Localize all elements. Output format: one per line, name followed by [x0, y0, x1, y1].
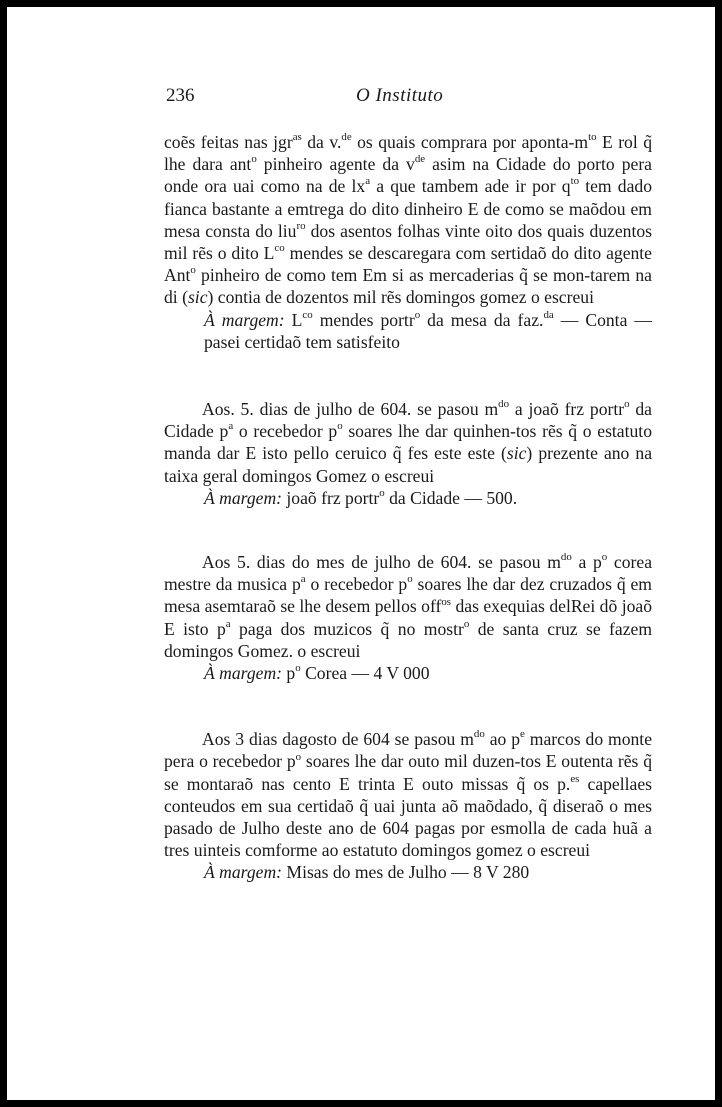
page-header: [166, 85, 651, 111]
margin-label: À margem:: [204, 862, 283, 883]
margin-label: À margem:: [204, 487, 283, 508]
margin-note: [164, 861, 652, 883]
margin-note: [164, 487, 652, 509]
entry-text: Aos. 5. dias de julho de 604. se pasou $m^{do}$ a joaõ frz portr$^o$ da Cidade $p^a$ o recebedor $p^o$ soares lhe dar quinhen-tos rẽs q̃ o estatuto manda dar E isto pello ceruico q̃ fes este este (sic) prezente ano na taixa geral domingos Gomez o escreui: [164, 398, 652, 486]
margin-label: À margem:: [204, 309, 285, 330]
entry-text: Aos 5. dias do mes de julho de 604. se pasou $m^{do}$ a $p^o$ corea mestre da musica $p^a$ o recebedor $p^o$ soares lhe dar dez cruzados q̃ em mesa asemtaraõ se lhe desem pellos off$^{os}$ das exequias delRei dõ joaõ E isto $p^a$ paga dos muzicos q̃ no mostr$^o$ de santa cruz se fazem domingos Gomez. o escreui: [164, 551, 653, 661]
margin-note: [164, 309, 652, 353]
page-number: 236: [166, 85, 195, 106]
margin-text: $p^o$ Corea — 4 V 000: [286, 662, 430, 684]
margin-text: $L^{co}$ mendes portr$^o$ da mesa da faz.$^{da}$ — Conta — pasei certidaõ tem satisfeito: [204, 308, 652, 352]
entry-3: [164, 551, 652, 684]
document-body: [164, 131, 652, 884]
running-title: O Instituto: [356, 85, 444, 106]
entry-text: coẽs feitas nas jgr$^{as}$ da v.$^{de}$ os quais comprara por aponta-$m^{to}$ E rol q̃ lhe dara ant$^o$ pinheiro agente da $v^{de}$ asim na Cidade do porto pera onde ora uai como na de $lx^a$ a que tambem ade ir por $q^{to}$ tem dado fianca bastante a emtrega do dito dinheiro E de como se maõdou em mesa consta do liu$^{ro}$ dos asentos folhas vinte oito dos quais duzentos mil rẽs o dito $L^{co}$ mendes se descaregara com sertidaõ do dito agente Ant$^o$ pinheiro de como tem Em si as mercaderias q̃ se mon-tarem na di (sic) contia de dozentos mil rẽs domingos gomez o escreui: [164, 131, 652, 308]
margin-text: Misas do mes de Julho — 8 V 280: [286, 862, 530, 883]
entry-text: Aos 3 dias dagosto de 604 se pasou $m^{do}$ ao $p^e$ marcos do monte pera o recebedor $p^o$ soares lhe dar outo mil duzen-tos E outenta rẽs q̃ se montaraõ nas cento E trinta E outo missas q̃ os p.$^{es}$ capellaes conteudos em sua certidaõ q̃ uai junta aõ maõdado, q̃ diseraõ o mes pasado de Julho deste ano de 604 pagas por esmolla de cada huã a tres uinteis comforme ao estatuto domingos gomez o escreui: [164, 728, 653, 861]
page: [7, 7, 715, 1100]
entry-1: [164, 131, 652, 353]
margin-text: joaõ frz portr$^o$ da Cidade — 500.: [286, 486, 518, 508]
entry-4: [164, 728, 652, 883]
margin-label: À margem:: [204, 663, 283, 684]
entry-2: [164, 398, 652, 509]
margin-note: [164, 662, 652, 684]
